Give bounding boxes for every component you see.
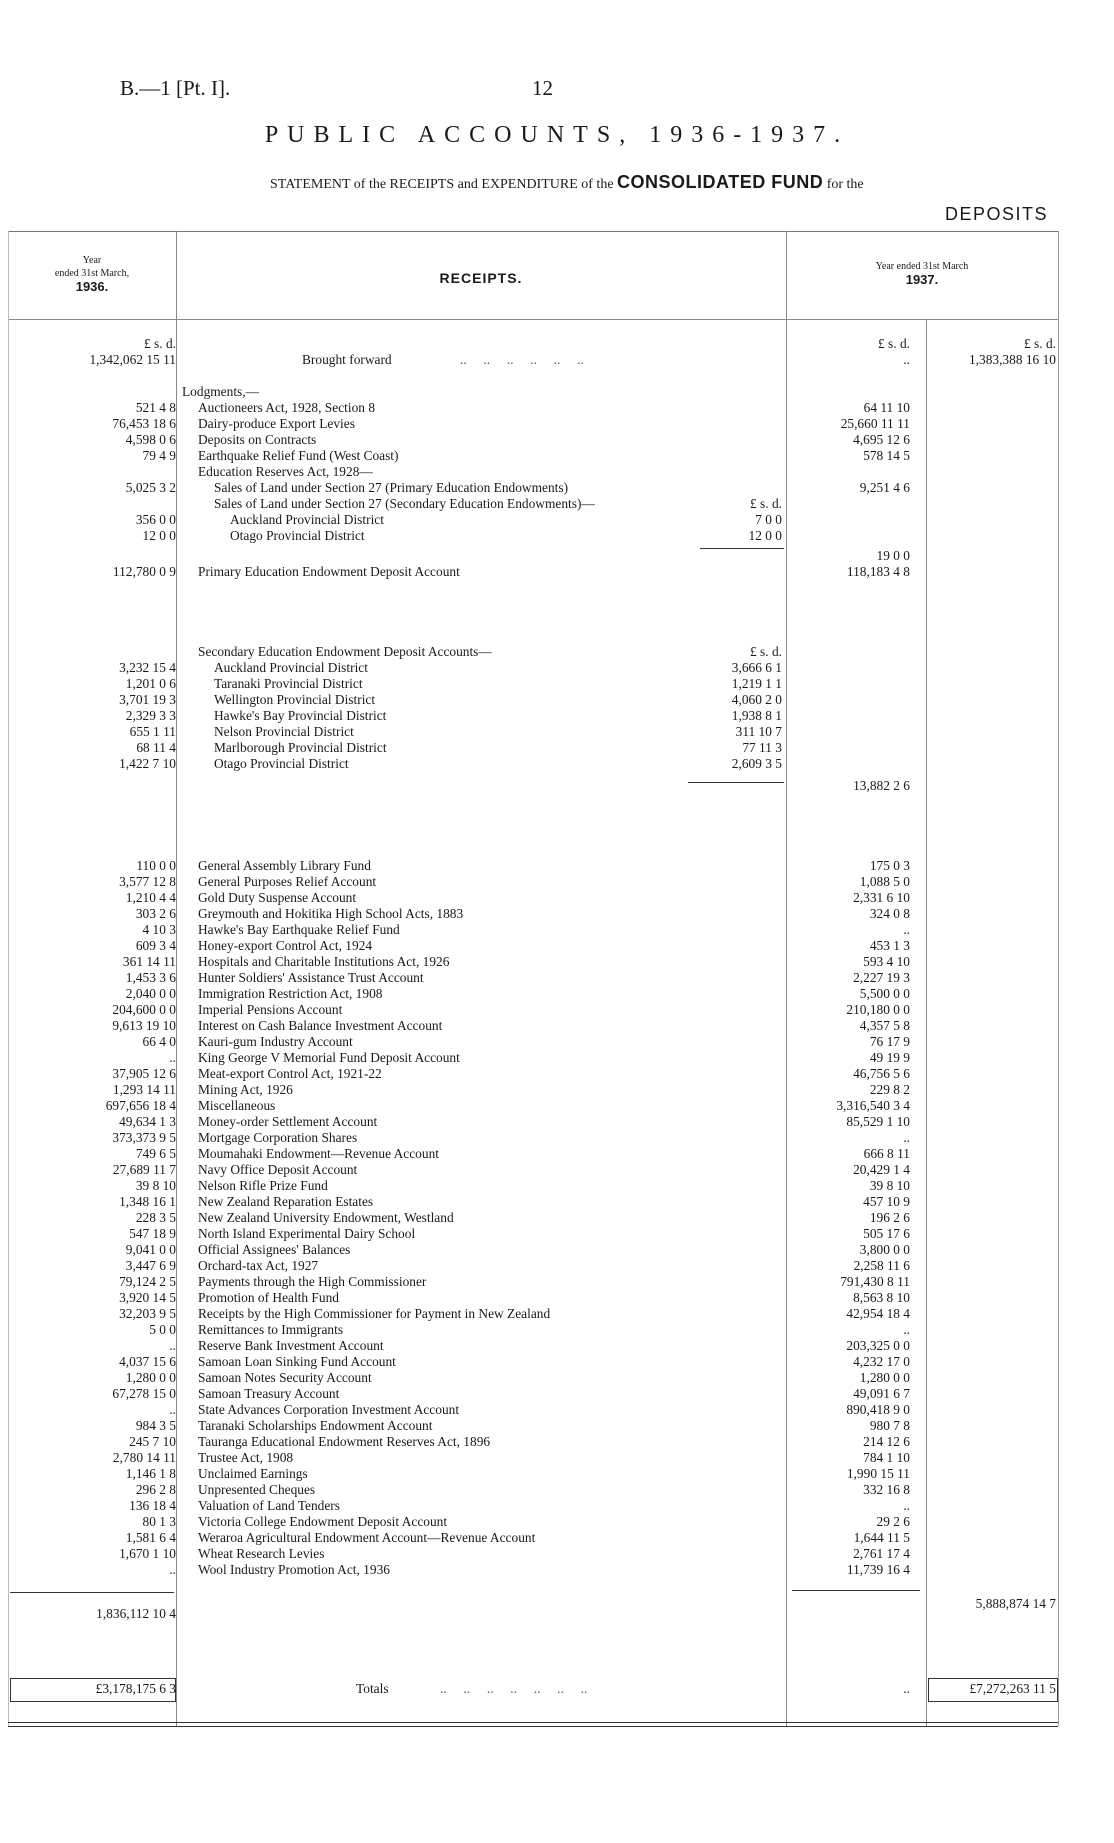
- secondary-sales-desc: Sales of Land under Section 27 (Secondary Education Endowments)—: [214, 496, 595, 511]
- account-row-value: 2,761 17 4: [853, 1546, 910, 1561]
- prev-year-value: 1936.: [75, 279, 109, 294]
- lodgment-row-value: 4,695 12 6: [853, 432, 910, 447]
- lodgments-label: Lodgments,—: [182, 384, 259, 399]
- account-row-prev: 1,146 1 8: [125, 1466, 176, 1481]
- account-row: [0, 1322, 1114, 1338]
- account-row-desc: Promotion of Health Fund: [198, 1290, 339, 1305]
- account-row-value: 76 17 9: [869, 1034, 910, 1049]
- account-row-prev: 609 3 4: [135, 938, 176, 953]
- secondary-sales-row: [0, 496, 1114, 512]
- account-row-desc: North Island Experimental Dairy School: [198, 1226, 416, 1241]
- secondary-deposit-row-value: 4,060 2 0: [731, 692, 782, 707]
- account-row-desc: Tauranga Educational Endowment Reserves Act, 1896: [198, 1434, 491, 1449]
- account-row-desc: Orchard-tax Act, 1927: [198, 1258, 319, 1273]
- totals-prev: £3,178,175 6 3: [95, 1681, 176, 1696]
- education-label-row: [0, 464, 1114, 480]
- secondary-deposit-row-prev: 3,232 15 4: [119, 660, 176, 675]
- account-row: [0, 922, 1114, 938]
- secondary-deposit-row: [0, 676, 1114, 692]
- cur-year-value: 1937.: [905, 272, 939, 287]
- page-title: PUBLIC ACCOUNTS, 1936-1937.: [264, 122, 850, 148]
- account-row-desc: Interest on Cash Balance Investment Account: [198, 1018, 443, 1033]
- account-row-desc: Reserve Bank Investment Account: [198, 1338, 384, 1353]
- edu-otago-sub: 12 0 0: [748, 528, 782, 543]
- secondary-deposit-row-prev: 3,701 19 3: [119, 692, 176, 707]
- edu-auckland-row: [0, 512, 1114, 528]
- secondary-deposit-label-row: [0, 644, 1114, 660]
- account-row-desc: Samoan Notes Security Account: [198, 1370, 372, 1385]
- account-row-value: ..: [903, 1130, 910, 1145]
- account-row: [0, 1418, 1114, 1434]
- lodgment-row-desc: Auctioneers Act, 1928, Section 8: [198, 400, 376, 415]
- account-row: [0, 1546, 1114, 1562]
- account-row-value: 3,800 0 0: [859, 1242, 910, 1257]
- account-row: [0, 1146, 1114, 1162]
- account-row-desc: Gold Duty Suspense Account: [198, 890, 357, 905]
- account-row-value: 324 0 8: [869, 906, 910, 921]
- account-row-prev: 2,040 0 0: [125, 986, 176, 1001]
- account-row-prev: 3,577 12 8: [119, 874, 176, 889]
- account-row-value: 2,331 6 10: [853, 890, 910, 905]
- leader-dots: .. .. .. .. .. ..: [460, 352, 584, 367]
- secondary-deposit-total: 13,882 2 6: [853, 778, 910, 793]
- header-bottom-rule: [8, 319, 1058, 320]
- account-row-prev: 303 2 6: [135, 906, 176, 921]
- subtitle-prefix: STATEMENT of the RECEIPTS and EXPENDITURE of the: [270, 177, 614, 192]
- account-row-desc: Mortgage Corporation Shares: [198, 1130, 358, 1145]
- account-row-value: 332 16 8: [863, 1482, 910, 1497]
- account-row-prev: 373,373 9 5: [112, 1130, 176, 1145]
- account-row: [0, 954, 1114, 970]
- edu-auckland-prev: 356 0 0: [135, 512, 176, 527]
- account-row-value: 457 10 9: [863, 1194, 910, 1209]
- secondary-deposit-row-desc: Otago Provincial District: [214, 756, 349, 771]
- account-row: [0, 1306, 1114, 1322]
- account-row-desc: Meat-export Control Act, 1921-22: [198, 1066, 382, 1081]
- account-row: [0, 1194, 1114, 1210]
- account-row-prev: 697,656 18 4: [105, 1098, 176, 1113]
- account-row: [0, 938, 1114, 954]
- secondary-deposit-row: [0, 708, 1114, 724]
- account-row-prev: 547 18 9: [129, 1226, 176, 1241]
- account-row-desc: Hawke's Bay Earthquake Relief Fund: [198, 922, 400, 937]
- deposits-heading: DEPOSITS: [944, 204, 1048, 224]
- account-row-value: 8,563 8 10: [853, 1290, 910, 1305]
- secondary-deposit-label: Secondary Education Endowment Deposit Accounts—: [198, 644, 492, 659]
- account-row: [0, 1530, 1114, 1546]
- account-row-desc: Samoan Treasury Account: [198, 1386, 340, 1401]
- secondary-deposit-row-prev: 1,422 7 10: [119, 756, 176, 771]
- account-row-prev: 80 1 3: [142, 1514, 176, 1529]
- account-row: [0, 1034, 1114, 1050]
- account-row-value: 175 0 3: [869, 858, 910, 873]
- account-row-prev: 1,293 14 11: [112, 1082, 176, 1097]
- account-row-desc: New Zealand Reparation Estates: [198, 1194, 374, 1209]
- account-row-value: 49 19 9: [869, 1050, 910, 1065]
- account-row: [0, 1242, 1114, 1258]
- currency-header-row: [0, 336, 1114, 352]
- primary-sales-row: [0, 480, 1114, 496]
- secondary-deposit-row-value: 3,666 6 1: [731, 660, 782, 675]
- account-row-value: 20,429 1 4: [853, 1162, 910, 1177]
- lodgment-row: [0, 448, 1114, 464]
- account-row: [0, 1114, 1114, 1130]
- edu-secondary-total: 19 0 0: [876, 548, 910, 563]
- account-row: [0, 874, 1114, 890]
- account-row-prev: 361 14 11: [122, 954, 176, 969]
- account-row-prev: 79,124 2 5: [119, 1274, 176, 1289]
- secondary-deposit-row: [0, 692, 1114, 708]
- account-row-desc: Navy Office Deposit Account: [198, 1162, 358, 1177]
- report-reference: B.—1 [Pt. I].: [120, 76, 231, 100]
- account-row-prev: 39 8 10: [135, 1178, 176, 1193]
- account-row-prev: ..: [169, 1338, 176, 1353]
- account-row-prev: 9,613 19 10: [112, 1018, 176, 1033]
- account-row: [0, 1434, 1114, 1450]
- account-row-desc: Wool Industry Promotion Act, 1936: [198, 1562, 390, 1577]
- account-row-value: 11,739 16 4: [846, 1562, 910, 1577]
- account-row-value: 39 8 10: [869, 1178, 910, 1193]
- totals-cur: ..: [903, 1681, 910, 1696]
- account-row-prev: 32,203 9 5: [119, 1306, 176, 1321]
- brought-forward-total: 1,383,388 16 10: [968, 352, 1056, 367]
- secondary-total-row: [0, 778, 1114, 794]
- account-row-prev: 37,905 12 6: [112, 1066, 176, 1081]
- prev-year-subtotal: 1,836,112 10 4: [96, 1606, 176, 1621]
- account-row-prev: 204,600 0 0: [112, 1002, 176, 1017]
- account-row-desc: State Advances Corporation Investment Account: [198, 1402, 460, 1417]
- account-row-desc: King George V Memorial Fund Deposit Account: [198, 1050, 460, 1065]
- account-row-prev: 66 4 0: [142, 1034, 176, 1049]
- account-row-value: 784 1 10: [863, 1450, 910, 1465]
- brought-forward-prev: 1,342,062 15 11: [89, 352, 176, 367]
- primary-sales-desc: Sales of Land under Section 27 (Primary Education Endowments): [214, 480, 569, 495]
- account-row-value: 4,232 17 0: [853, 1354, 910, 1369]
- primary-deposit-prev: 112,780 0 9: [112, 564, 176, 579]
- account-row-desc: Remittances to Immigrants: [198, 1322, 344, 1337]
- lodgment-row-prev: 4,598 0 6: [125, 432, 176, 447]
- account-row-value: 49,091 6 7: [853, 1386, 910, 1401]
- account-row-value: 666 8 11: [863, 1146, 910, 1161]
- account-row-value: 2,227 19 3: [853, 970, 910, 985]
- account-row: [0, 1370, 1114, 1386]
- primary-sales-prev: 5,025 3 2: [125, 480, 176, 495]
- brought-forward-row: [0, 352, 1114, 368]
- account-row-value: 453 1 3: [869, 938, 910, 953]
- account-row: [0, 858, 1114, 874]
- secondary-deposit-row-prev: 655 1 11: [129, 724, 176, 739]
- account-row-desc: Imperial Pensions Account: [198, 1002, 343, 1017]
- account-row-value: 1,280 0 0: [859, 1370, 910, 1385]
- account-row: [0, 1338, 1114, 1354]
- account-row-desc: Unclaimed Earnings: [198, 1466, 308, 1481]
- account-row-desc: Money-order Settlement Account: [198, 1114, 378, 1129]
- account-row: [0, 890, 1114, 906]
- account-row-desc: Samoan Loan Sinking Fund Account: [198, 1354, 396, 1369]
- account-row-value: 3,316,540 3 4: [836, 1098, 910, 1113]
- account-row-prev: 984 3 5: [135, 1418, 176, 1433]
- account-row-prev: 49,634 1 3: [119, 1114, 176, 1129]
- table-bottom-rule-double: [8, 1726, 1058, 1727]
- account-row-value: 505 17 6: [863, 1226, 910, 1241]
- account-row-prev: ..: [169, 1562, 176, 1577]
- account-row-value: 890,418 9 0: [846, 1402, 910, 1417]
- account-row: [0, 1354, 1114, 1370]
- education-label: Education Reserves Act, 1928—: [198, 464, 373, 479]
- account-row-value: 85,529 1 10: [846, 1114, 910, 1129]
- account-row-prev: 136 18 4: [129, 1498, 176, 1513]
- account-row: [0, 1450, 1114, 1466]
- edu-otago-row: [0, 528, 1114, 544]
- secondary-deposit-sub-currency: £ s. d.: [750, 644, 782, 659]
- account-row-value: 2,258 11 6: [853, 1258, 910, 1273]
- lodgment-row-prev: 521 4 8: [135, 400, 176, 415]
- account-row-prev: 228 3 5: [135, 1210, 176, 1225]
- secondary-deposit-row: [0, 724, 1114, 740]
- secondary-deposit-row-desc: Taranaki Provincial District: [214, 676, 363, 691]
- account-row: [0, 1130, 1114, 1146]
- edu-auckland-sub: 7 0 0: [755, 512, 782, 527]
- lodgment-row-value: 578 14 5: [863, 448, 910, 463]
- lodgment-row: [0, 416, 1114, 432]
- prev-year-label-2: ended 31st March,: [54, 268, 130, 279]
- account-row-value: ..: [903, 1322, 910, 1337]
- account-row: [0, 1498, 1114, 1514]
- account-row-desc: Payments through the High Commissioner: [198, 1274, 427, 1289]
- table-bottom-rule: [8, 1722, 1058, 1723]
- account-row-desc: Miscellaneous: [198, 1098, 276, 1113]
- edu-auckland-desc: Auckland Provincial District: [230, 512, 384, 527]
- prev-currency-header: £ s. d.: [144, 336, 176, 351]
- account-row-desc: General Purposes Relief Account: [198, 874, 377, 889]
- statement-subtitle: [270, 172, 864, 193]
- account-row-desc: Honey-export Control Act, 1924: [198, 938, 373, 953]
- account-row-desc: Mining Act, 1926: [198, 1082, 293, 1097]
- secondary-deposit-row-desc: Nelson Provincial District: [214, 724, 354, 739]
- account-row: [0, 1562, 1114, 1578]
- lodgments-label-row: [0, 384, 1114, 400]
- account-row: [0, 1274, 1114, 1290]
- account-row: [0, 1226, 1114, 1242]
- account-row-desc: Greymouth and Hokitika High School Acts, 1883: [198, 906, 464, 921]
- account-row: [0, 1178, 1114, 1194]
- edu-otago-prev: 12 0 0: [142, 528, 176, 543]
- account-row-value: 46,756 5 6: [853, 1066, 910, 1081]
- account-row: [0, 1162, 1114, 1178]
- cur-subtotal-rule: [792, 1590, 920, 1591]
- account-row-prev: 67,278 15 0: [112, 1386, 176, 1401]
- account-row-value: 5,500 0 0: [859, 986, 910, 1001]
- account-row: [0, 1018, 1114, 1034]
- prev-year-label-1: Year: [82, 255, 102, 266]
- lodgment-row-value: 64 11 10: [863, 400, 910, 415]
- account-row: [0, 1002, 1114, 1018]
- account-row-prev: 1,453 3 6: [125, 970, 176, 985]
- secondary-sales-sub-currency: £ s. d.: [750, 496, 782, 511]
- lodgment-row-prev: 79 4 9: [142, 448, 176, 463]
- totals-grand: £7,272,263 11 5: [969, 1681, 1056, 1696]
- secondary-deposit-row-value: 1,938 8 1: [731, 708, 782, 723]
- secondary-deposit-row-desc: Wellington Provincial District: [214, 692, 376, 707]
- account-row: [0, 1082, 1114, 1098]
- account-row-value: 214 12 6: [863, 1434, 910, 1449]
- account-row-prev: 3,920 14 5: [119, 1290, 176, 1305]
- primary-deposit-desc: Primary Education Endowment Deposit Account: [198, 564, 460, 579]
- edu-secondary-total-row: [0, 548, 1114, 564]
- account-row-prev: 1,348 16 1: [119, 1194, 176, 1209]
- cur-year-subtotal: 5,888,874 14 7: [975, 1596, 1056, 1611]
- secondary-deposit-row-value: 311 10 7: [735, 724, 782, 739]
- account-row-desc: Unpresented Cheques: [198, 1482, 316, 1497]
- account-row-value: 1,644 11 5: [853, 1530, 910, 1545]
- account-row-prev: 9,041 0 0: [125, 1242, 176, 1257]
- account-row: [0, 1290, 1114, 1306]
- page-number: 12: [532, 76, 553, 100]
- account-row-prev: 27,689 11 7: [112, 1162, 176, 1177]
- cur-currency-header: £ s. d.: [878, 336, 910, 351]
- edu-otago-desc: Otago Provincial District: [230, 528, 365, 543]
- lodgment-row-prev: 76,453 18 6: [112, 416, 176, 431]
- lodgment-row-value: 25,660 11 11: [840, 416, 910, 431]
- account-row-desc: Official Assignees' Balances: [198, 1242, 351, 1257]
- account-row-value: 791,430 8 11: [840, 1274, 910, 1289]
- account-row-desc: Hunter Soldiers' Assistance Trust Account: [198, 970, 424, 985]
- account-row-value: ..: [903, 922, 910, 937]
- primary-sales-cur: 9,251 4 6: [859, 480, 910, 495]
- account-row-prev: 1,280 0 0: [125, 1370, 176, 1385]
- account-row-desc: Weraroa Agricultural Endowment Account—Revenue Account: [198, 1530, 536, 1545]
- prev-subtotal-row: [0, 1606, 1114, 1622]
- account-row: [0, 1210, 1114, 1226]
- account-row-prev: 4 10 3: [142, 922, 176, 937]
- lodgment-row: [0, 400, 1114, 416]
- account-row: [0, 1050, 1114, 1066]
- account-row-value: 42,954 18 4: [846, 1306, 910, 1321]
- account-row-desc: New Zealand University Endowment, Westland: [198, 1210, 454, 1225]
- account-row-prev: 296 2 8: [135, 1482, 176, 1497]
- lodgment-row-desc: Dairy-produce Export Levies: [198, 416, 355, 431]
- account-row-prev: 1,670 1 10: [119, 1546, 176, 1561]
- account-row-prev: 245 7 10: [129, 1434, 176, 1449]
- account-row-desc: Victoria College Endowment Deposit Account: [198, 1514, 448, 1529]
- cur-year-label: Year ended 31st March: [875, 261, 969, 272]
- account-row-prev: 2,780 14 11: [112, 1450, 176, 1465]
- account-row: [0, 1258, 1114, 1274]
- account-row-prev: 749 6 5: [135, 1146, 176, 1161]
- total-currency-header: £ s. d.: [1024, 336, 1056, 351]
- primary-deposit-cur: 118,183 4 8: [846, 564, 910, 579]
- account-row-desc: Wheat Research Levies: [198, 1546, 325, 1561]
- account-row-value: 1,088 5 0: [859, 874, 910, 889]
- secondary-deposit-row-desc: Marlborough Provincial District: [214, 740, 387, 755]
- account-row-value: 229 8 2: [869, 1082, 910, 1097]
- account-row-prev: ..: [169, 1402, 176, 1417]
- account-row-prev: 110 0 0: [136, 858, 176, 873]
- secondary-deposit-row-prev: 1,201 0 6: [125, 676, 176, 691]
- lodgment-row: [0, 432, 1114, 448]
- account-row: [0, 1466, 1114, 1482]
- primary-deposit-row: [0, 564, 1114, 580]
- secondary-deposit-row-desc: Hawke's Bay Provincial District: [214, 708, 387, 723]
- account-row-desc: Kauri-gum Industry Account: [198, 1034, 353, 1049]
- account-row: [0, 1386, 1114, 1402]
- account-row-prev: ..: [169, 1050, 176, 1065]
- account-row-value: 593 4 10: [863, 954, 910, 969]
- account-row-desc: Trustee Act, 1908: [198, 1450, 294, 1465]
- account-row-prev: 1,581 6 4: [125, 1530, 176, 1545]
- totals-label: Totals: [356, 1681, 389, 1696]
- account-row-desc: General Assembly Library Fund: [198, 858, 371, 873]
- secondary-deposit-row: [0, 660, 1114, 676]
- table-top-rule: [8, 231, 1058, 232]
- totals-row: [0, 1681, 1114, 1697]
- account-row-value: 4,357 5 8: [859, 1018, 910, 1033]
- secondary-deposit-row-value: 2,609 3 5: [731, 756, 782, 771]
- lodgment-row-desc: Deposits on Contracts: [198, 432, 317, 447]
- account-row: [0, 1402, 1114, 1418]
- brought-forward-label: Brought forward: [302, 352, 392, 367]
- secondary-deposit-row-prev: 68 11 4: [136, 740, 176, 755]
- account-row-prev: 5 0 0: [149, 1322, 176, 1337]
- secondary-deposit-row-desc: Auckland Provincial District: [214, 660, 368, 675]
- secondary-deposit-row-prev: 2,329 3 3: [125, 708, 176, 723]
- subtitle-suffix: for the: [826, 177, 864, 192]
- account-row: [0, 986, 1114, 1002]
- subtitle-fund-name: CONSOLIDATED FUND: [617, 172, 824, 192]
- secondary-deposit-row-value: 77 11 3: [742, 740, 782, 755]
- account-row-desc: Taranaki Scholarships Endowment Account: [198, 1418, 433, 1433]
- account-row-value: 210,180 0 0: [846, 1002, 910, 1017]
- account-row: [0, 1098, 1114, 1114]
- account-row-desc: Receipts by the High Commissioner for Payment in New Zealand: [198, 1306, 551, 1321]
- receipts-heading: RECEIPTS.: [439, 270, 523, 286]
- account-row-prev: 4,037 15 6: [119, 1354, 176, 1369]
- account-row-desc: Hospitals and Charitable Institutions Act, 1926: [198, 954, 450, 969]
- account-row: [0, 1066, 1114, 1082]
- account-row-value: 1,990 15 11: [846, 1466, 910, 1481]
- account-row-desc: Nelson Rifle Prize Fund: [198, 1178, 328, 1193]
- account-row-desc: Immigration Restriction Act, 1908: [198, 986, 383, 1001]
- leader-dots: .. .. .. .. .. .. ..: [440, 1681, 588, 1696]
- account-row-value: 203,325 0 0: [846, 1338, 910, 1353]
- account-row-desc: Moumahaki Endowment—Revenue Account: [198, 1146, 439, 1161]
- secondary-deposit-row: [0, 756, 1114, 772]
- prev-subtotal-rule: [10, 1592, 174, 1593]
- secondary-deposit-row: [0, 740, 1114, 756]
- lodgment-row-desc: Earthquake Relief Fund (West Coast): [198, 448, 399, 463]
- account-row-value: 980 7 8: [869, 1418, 910, 1433]
- account-row-value: 196 2 6: [869, 1210, 910, 1225]
- account-row: [0, 970, 1114, 986]
- account-row: [0, 1514, 1114, 1530]
- account-row-prev: 3,447 6 9: [125, 1258, 176, 1273]
- account-row-value: ..: [903, 1498, 910, 1513]
- prev-year-heading: [8, 254, 176, 293]
- account-row-desc: Valuation of Land Tenders: [198, 1498, 340, 1513]
- account-row-value: 29 2 6: [876, 1514, 910, 1529]
- secondary-deposit-row-value: 1,219 1 1: [731, 676, 782, 691]
- brought-forward-cur: ..: [903, 352, 910, 367]
- cur-year-heading: [786, 260, 1058, 286]
- account-row: [0, 906, 1114, 922]
- account-row-prev: 1,210 4 4: [125, 890, 176, 905]
- account-row: [0, 1482, 1114, 1498]
